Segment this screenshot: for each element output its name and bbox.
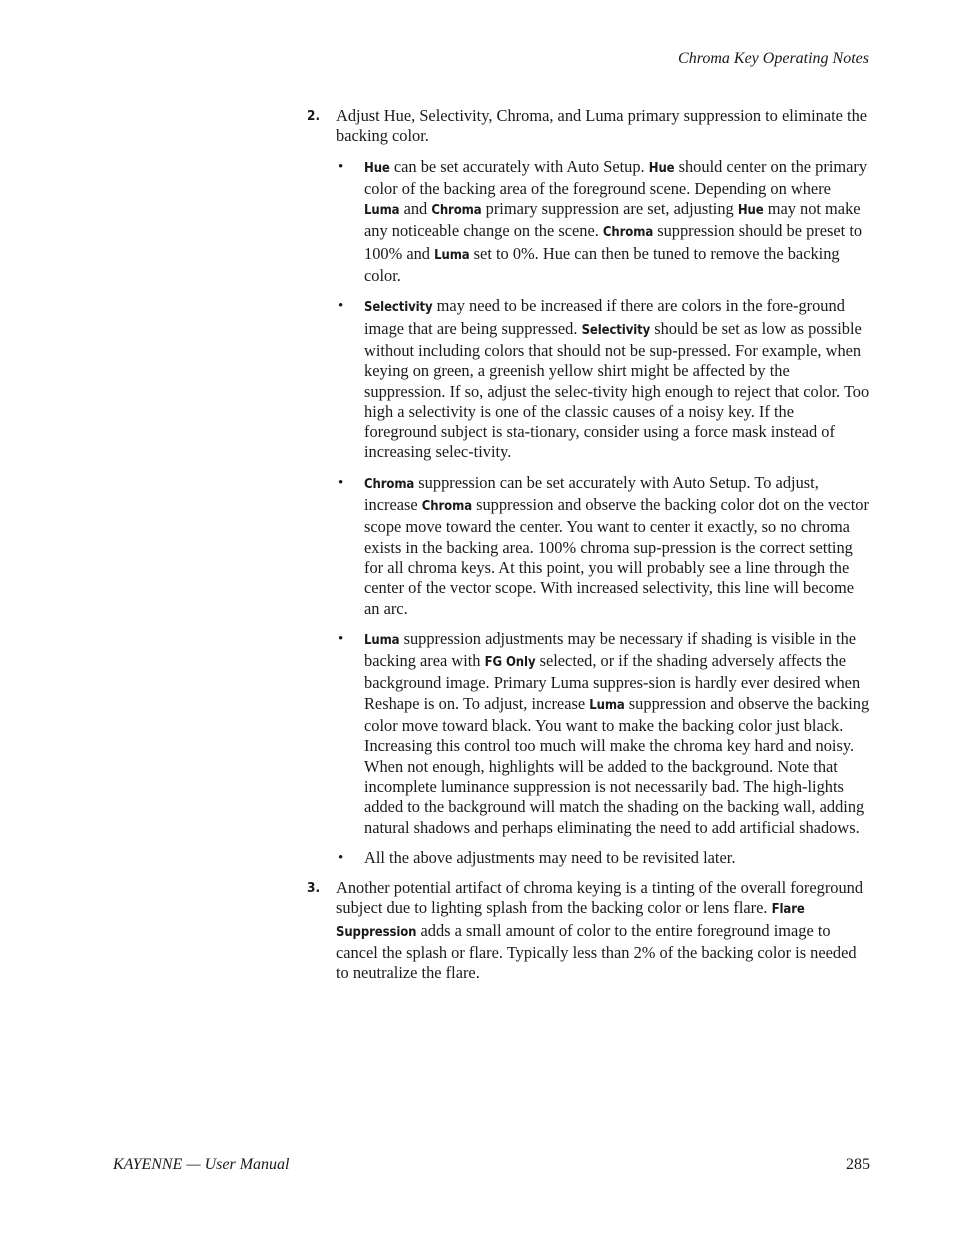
ui-keyword: Chroma — [421, 499, 472, 515]
ui-keyword: Chroma — [364, 476, 415, 492]
ui-keyword: Selectivity — [581, 322, 651, 338]
step-2-intro: Adjust Hue, Selectivity, Chroma, and Luma primary suppression to eliminate the backing color. — [336, 106, 868, 146]
page-body — [307, 106, 870, 994]
page-footer — [113, 1156, 870, 1174]
bullet-text: Chroma suppression can be set accurately with Auto Setup. To adjust, increase Chroma suppression and observe the backing color dot on the vector scope move toward the center. You want to center it exactly, so no chroma exists in the backing area. 100% chroma sup-pression is the correct setting for all chroma keys. At this point, you will probably see a line through the center of the vector scope. With increased selectivity, this line will become an arc. — [364, 472, 869, 618]
step-3-text: Another potential artifact of chroma keying is a tinting of the overall foreground subject due to lighting splash from the backing color or lens flare. Flare Suppression adds a small amount of color to the entire foreground image to cancel the splash or flare. Typically less than 2% of the backing color is needed to neutralize the flare. — [336, 878, 864, 983]
bullet-text: Hue can be set accurately with Auto Setup. Hue should center on the primary color of the backing area of the foreground scene. Depending on where Luma and Chroma primary suppression are set, adjusting Hue may not make any noticeable change on the scene. Chroma suppression should be preset to 100% and Luma set to 0%. Hue can then be tuned to remove the backing color. — [364, 156, 868, 286]
step-number: 2. — [307, 108, 321, 124]
ui-keyword: Hue — [648, 160, 675, 176]
ui-keyword: Luma — [364, 632, 400, 648]
bullet-selectivity — [336, 296, 870, 462]
ui-keyword: Hue — [737, 203, 764, 219]
bullet-text: Luma suppression adjustments may be necessary if shading is visible in the backing area with FG Only selected, or if the shading adversely affects the background image. Primary Luma suppres-sion is hardly ever desired when Reshape is on. To adjust, increase Luma suppression and observe the backing color move toward black. You want to make the backing color just black. Increasing this control too much will make the chroma key hard and noisy. When not enough, highlights will be added to the background. Note that incomplete luminance suppression is not necessarily bad. The high-lights added to the background will match the shading on the backing wall, adding natural shadows and perhaps eliminating the need to add artificial shadows. — [364, 628, 870, 837]
ui-keyword: Flare Suppression — [336, 902, 805, 940]
bullet-luma — [336, 629, 870, 838]
step-2 — [307, 106, 870, 868]
ui-keyword: Luma — [589, 697, 625, 713]
ui-keyword: Selectivity — [364, 300, 433, 316]
bullet-revisit — [336, 848, 870, 868]
bullet-text: Selectivity may need to be increased if there are colors in the fore-ground image that are being suppressed. Selectivity should be set as low as possible without including colors that should not be sup-pressed. For example, when keying on green, a greenish yellow shirt might be affected by the suppression. If so, adjust the selec-tivity high enough to reject that color. Too high a selectivity is one of the classic causes of a noisy key. If the foreground subject is sta-tionary, consider using a force mask instead of increasing selec-tivity. — [364, 296, 870, 462]
bullet-icon: • — [338, 474, 344, 491]
bullet-text: All the above adjustments may need to be revisited later. — [364, 847, 736, 867]
bullet-hue — [336, 157, 870, 287]
bullet-icon: • — [338, 158, 344, 175]
bullet-list — [336, 157, 870, 869]
ui-keyword: FG Only — [484, 655, 536, 671]
running-header: Chroma Key Operating Notes — [678, 50, 869, 67]
ui-keyword: Luma — [364, 203, 400, 219]
footer-manual-title: KAYENNE — User Manual — [113, 1156, 290, 1173]
page-number: 285 — [846, 1156, 870, 1173]
bullet-icon: • — [338, 849, 344, 866]
ui-keyword: Chroma — [602, 225, 654, 241]
ui-keyword: Luma — [434, 247, 470, 263]
ui-keyword: Hue — [364, 160, 390, 176]
step-number: 3. — [307, 880, 321, 897]
bullet-icon: • — [338, 298, 344, 315]
step-3 — [307, 878, 870, 983]
bullet-icon: • — [338, 630, 344, 647]
ui-keyword: Chroma — [431, 203, 482, 219]
bullet-chroma — [336, 473, 870, 619]
